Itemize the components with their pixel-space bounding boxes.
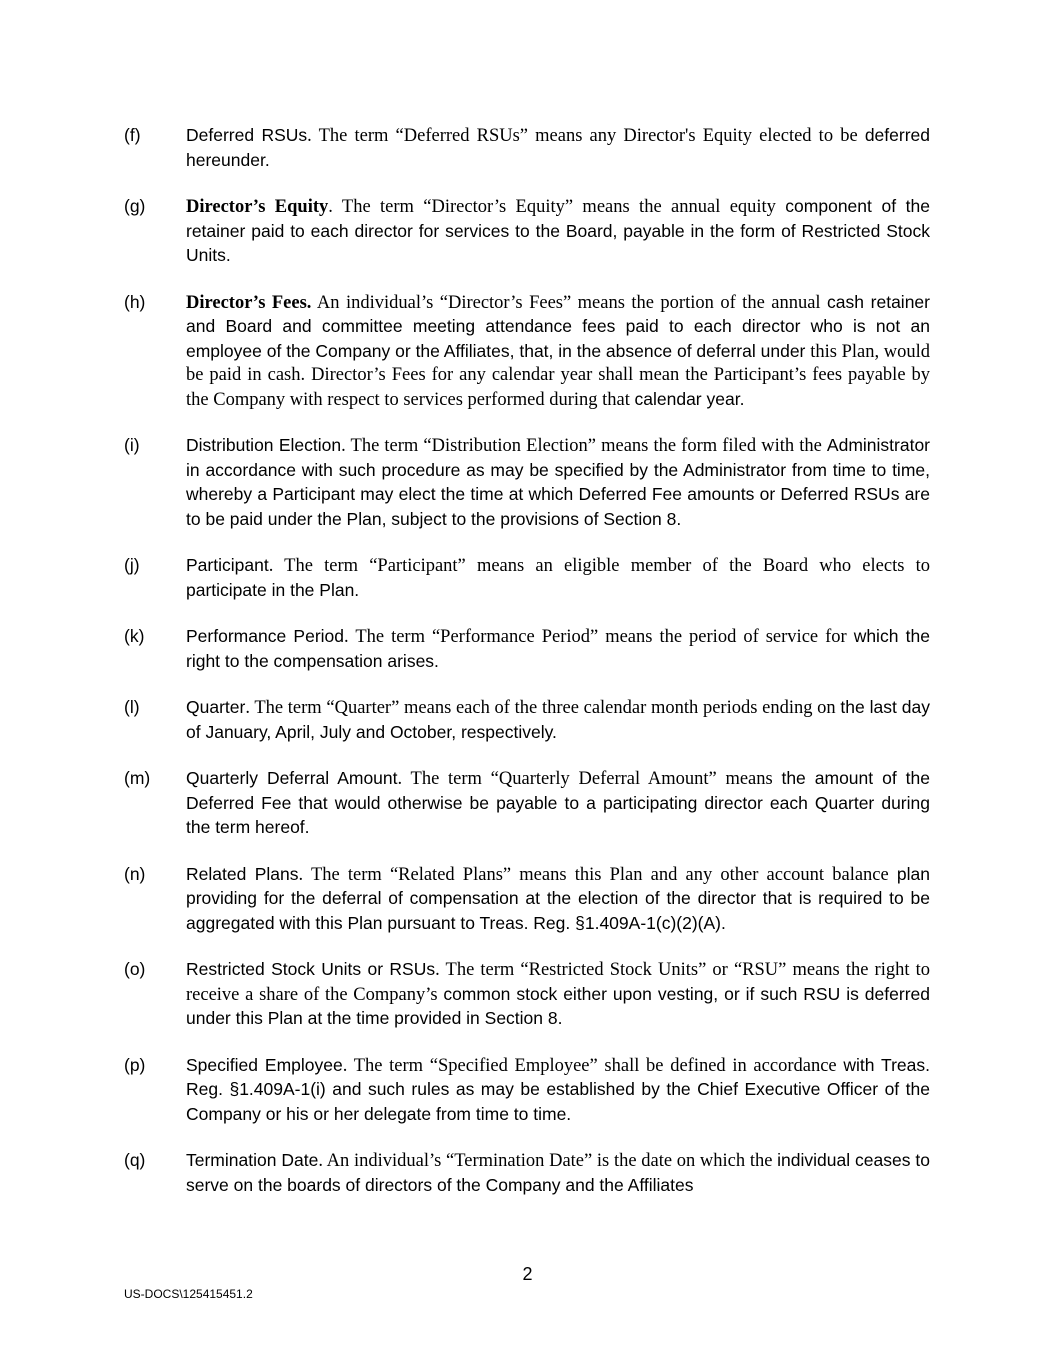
definition-term: Performance Period — [186, 626, 345, 646]
definition-q — [124, 1149, 930, 1198]
definition-text-continued: deferred hereunder. — [186, 125, 930, 170]
term-punctuation: . — [298, 864, 311, 885]
definition-label: (q) — [124, 1150, 146, 1170]
definition-text: The term “Quarter” means each of the three calendar month periods ending on — [254, 698, 841, 718]
definition-label: (p) — [124, 1054, 146, 1075]
definition-f — [124, 124, 930, 173]
definition-text-tail: this Plan, would be paid in cash. Director’s Fees for any calendar year shall mean the Participant’s fees payable by the Company with respect to services performed during that — [186, 341, 930, 410]
term-punctuation: . — [397, 769, 411, 789]
definition-term: Quarter — [186, 697, 246, 717]
definition-text: The term “Participant” means an eligible member of the Board who elects to — [284, 556, 930, 576]
term-punctuation: . — [268, 556, 285, 576]
definition-label: (g) — [124, 196, 146, 216]
definition-text-continued: Administrator in accordance with such procedure as may be specified by the Administrator from time to time, whereby a Participant may elect the time at which Deferred Fee amounts or Deferred RSUs are to be paid under the Plan, subject to the provisions of Section 8. — [186, 435, 931, 529]
definition-text: The term “Quarterly Deferral Amount” means — [410, 769, 782, 789]
definition-term: Director’s Equity — [186, 197, 329, 217]
term-punctuation: . — [341, 436, 351, 456]
definition-m — [124, 767, 930, 841]
definition-body — [186, 696, 930, 745]
definition-p — [124, 1054, 930, 1128]
definition-term: Specified Employee — [186, 1054, 343, 1075]
definition-text: The term “Restricted Stock Units” or “RSU” means the right to receive a share of the Company’s — [186, 960, 931, 1005]
definition-term: Director’s Fees. — [186, 292, 312, 313]
definition-text-continued: with Treas. Reg. §1.409A-1(i) and such rules as may be established by the Chief Executive Officer of the Company or his or her delegate from time to time. — [186, 1054, 930, 1124]
definition-g — [124, 195, 930, 269]
definition-h — [124, 291, 930, 413]
definition-k — [124, 625, 930, 674]
definition-body — [186, 625, 930, 674]
term-punctuation: . — [307, 126, 319, 146]
definition-body — [186, 1149, 930, 1198]
definition-text-continued: participate in the Plan. — [186, 579, 360, 600]
term-punctuation: . — [318, 1151, 327, 1171]
definition-body — [186, 124, 930, 173]
definition-label: (j) — [124, 555, 140, 575]
definition-label: (o) — [124, 959, 146, 979]
definition-o — [124, 958, 930, 1032]
definition-text-continued: the last day of January, April, July and October, respectively. — [186, 697, 931, 742]
definition-label: (h) — [124, 291, 146, 312]
term-punctuation: . — [344, 627, 356, 647]
definition-term: Quarterly Deferral Amount — [186, 768, 398, 788]
definition-term: Participant — [186, 555, 269, 575]
document-id: US-DOCS\125415451.2 — [124, 1287, 253, 1301]
definition-text: The term “Deferred RSUs” means any Director's Equity elected to be — [318, 126, 865, 146]
definition-term: Distribution Election — [186, 435, 342, 455]
definition-term: Termination Date — [186, 1150, 319, 1170]
definition-label: (f) — [124, 125, 141, 145]
page-number: 2 — [522, 1264, 533, 1284]
definition-text-continued: plan providing for the deferral of compensation at the election of the director that is required to be aggregated with this Plan pursuant to Treas. Reg. §1.409A-1(c)(2)(A). — [186, 863, 930, 933]
definition-body — [186, 291, 930, 413]
definition-term: Related Plans — [186, 863, 299, 884]
definition-n — [124, 863, 930, 937]
definition-term: Deferred RSUs — [186, 125, 308, 145]
definition-text: The term “Specified Employee” shall be defined in accordance — [353, 1055, 844, 1076]
definition-label: (i) — [124, 435, 140, 455]
term-punctuation: . — [435, 960, 446, 980]
definition-text-continued: cash retainer and Board and committee meeting attendance fees paid to each director who is not an employee of the Company or the Affiliates, that, in the absence of deferral under — [186, 291, 930, 361]
definition-l — [124, 696, 930, 745]
definition-body — [186, 863, 930, 937]
definition-text-continued: common stock either upon vesting, or if such RSU is deferred under this Plan at the time provided in Section 8. — [186, 983, 930, 1028]
definition-body — [186, 434, 930, 532]
definition-text-continued: which the right to the compensation arises. — [186, 626, 930, 671]
definition-text: An individual’s “Director’s Fees” means the portion of the annual — [316, 292, 827, 313]
term-punctuation: . — [342, 1055, 354, 1076]
definition-text: The term “Distribution Election” means the form filed with the — [350, 436, 827, 456]
term-punctuation: . — [245, 698, 255, 718]
definition-body — [186, 195, 930, 269]
definition-text: The term “Director’s Equity” means the annual equity — [341, 197, 786, 217]
definition-text: The term “Performance Period” means the period of service for — [355, 627, 854, 647]
definition-text: The term “Related Plans” means this Plan and any other account balance — [310, 864, 897, 885]
definition-text-continued: individual ceases to serve on the boards of directors of the Company and the Affiliates — [186, 1150, 931, 1195]
definition-text-tail-continued: calendar year. — [634, 388, 745, 409]
definition-label: (k) — [124, 626, 145, 646]
definition-body — [186, 767, 930, 841]
definition-term: Restricted Stock Units or RSUs — [186, 959, 436, 979]
definition-label: (n) — [124, 863, 146, 884]
term-punctuation: . — [328, 197, 342, 217]
definitions-list — [124, 124, 930, 1220]
definition-body — [186, 958, 930, 1032]
definition-label: (m) — [124, 768, 151, 788]
definition-label: (l) — [124, 697, 140, 717]
definition-body — [186, 1054, 930, 1128]
definition-text: An individual’s “Termination Date” is the date on which the — [326, 1151, 778, 1171]
definition-body — [186, 554, 930, 603]
definition-text-continued: the amount of the Deferred Fee that would otherwise be payable to a participating director each Quarter during the term hereof. — [186, 768, 930, 837]
definition-j — [124, 554, 930, 603]
definition-i — [124, 434, 930, 532]
definition-text-continued: component of the retainer paid to each director for services to the Board, payable in the form of Restricted Stock Units. — [186, 196, 930, 265]
